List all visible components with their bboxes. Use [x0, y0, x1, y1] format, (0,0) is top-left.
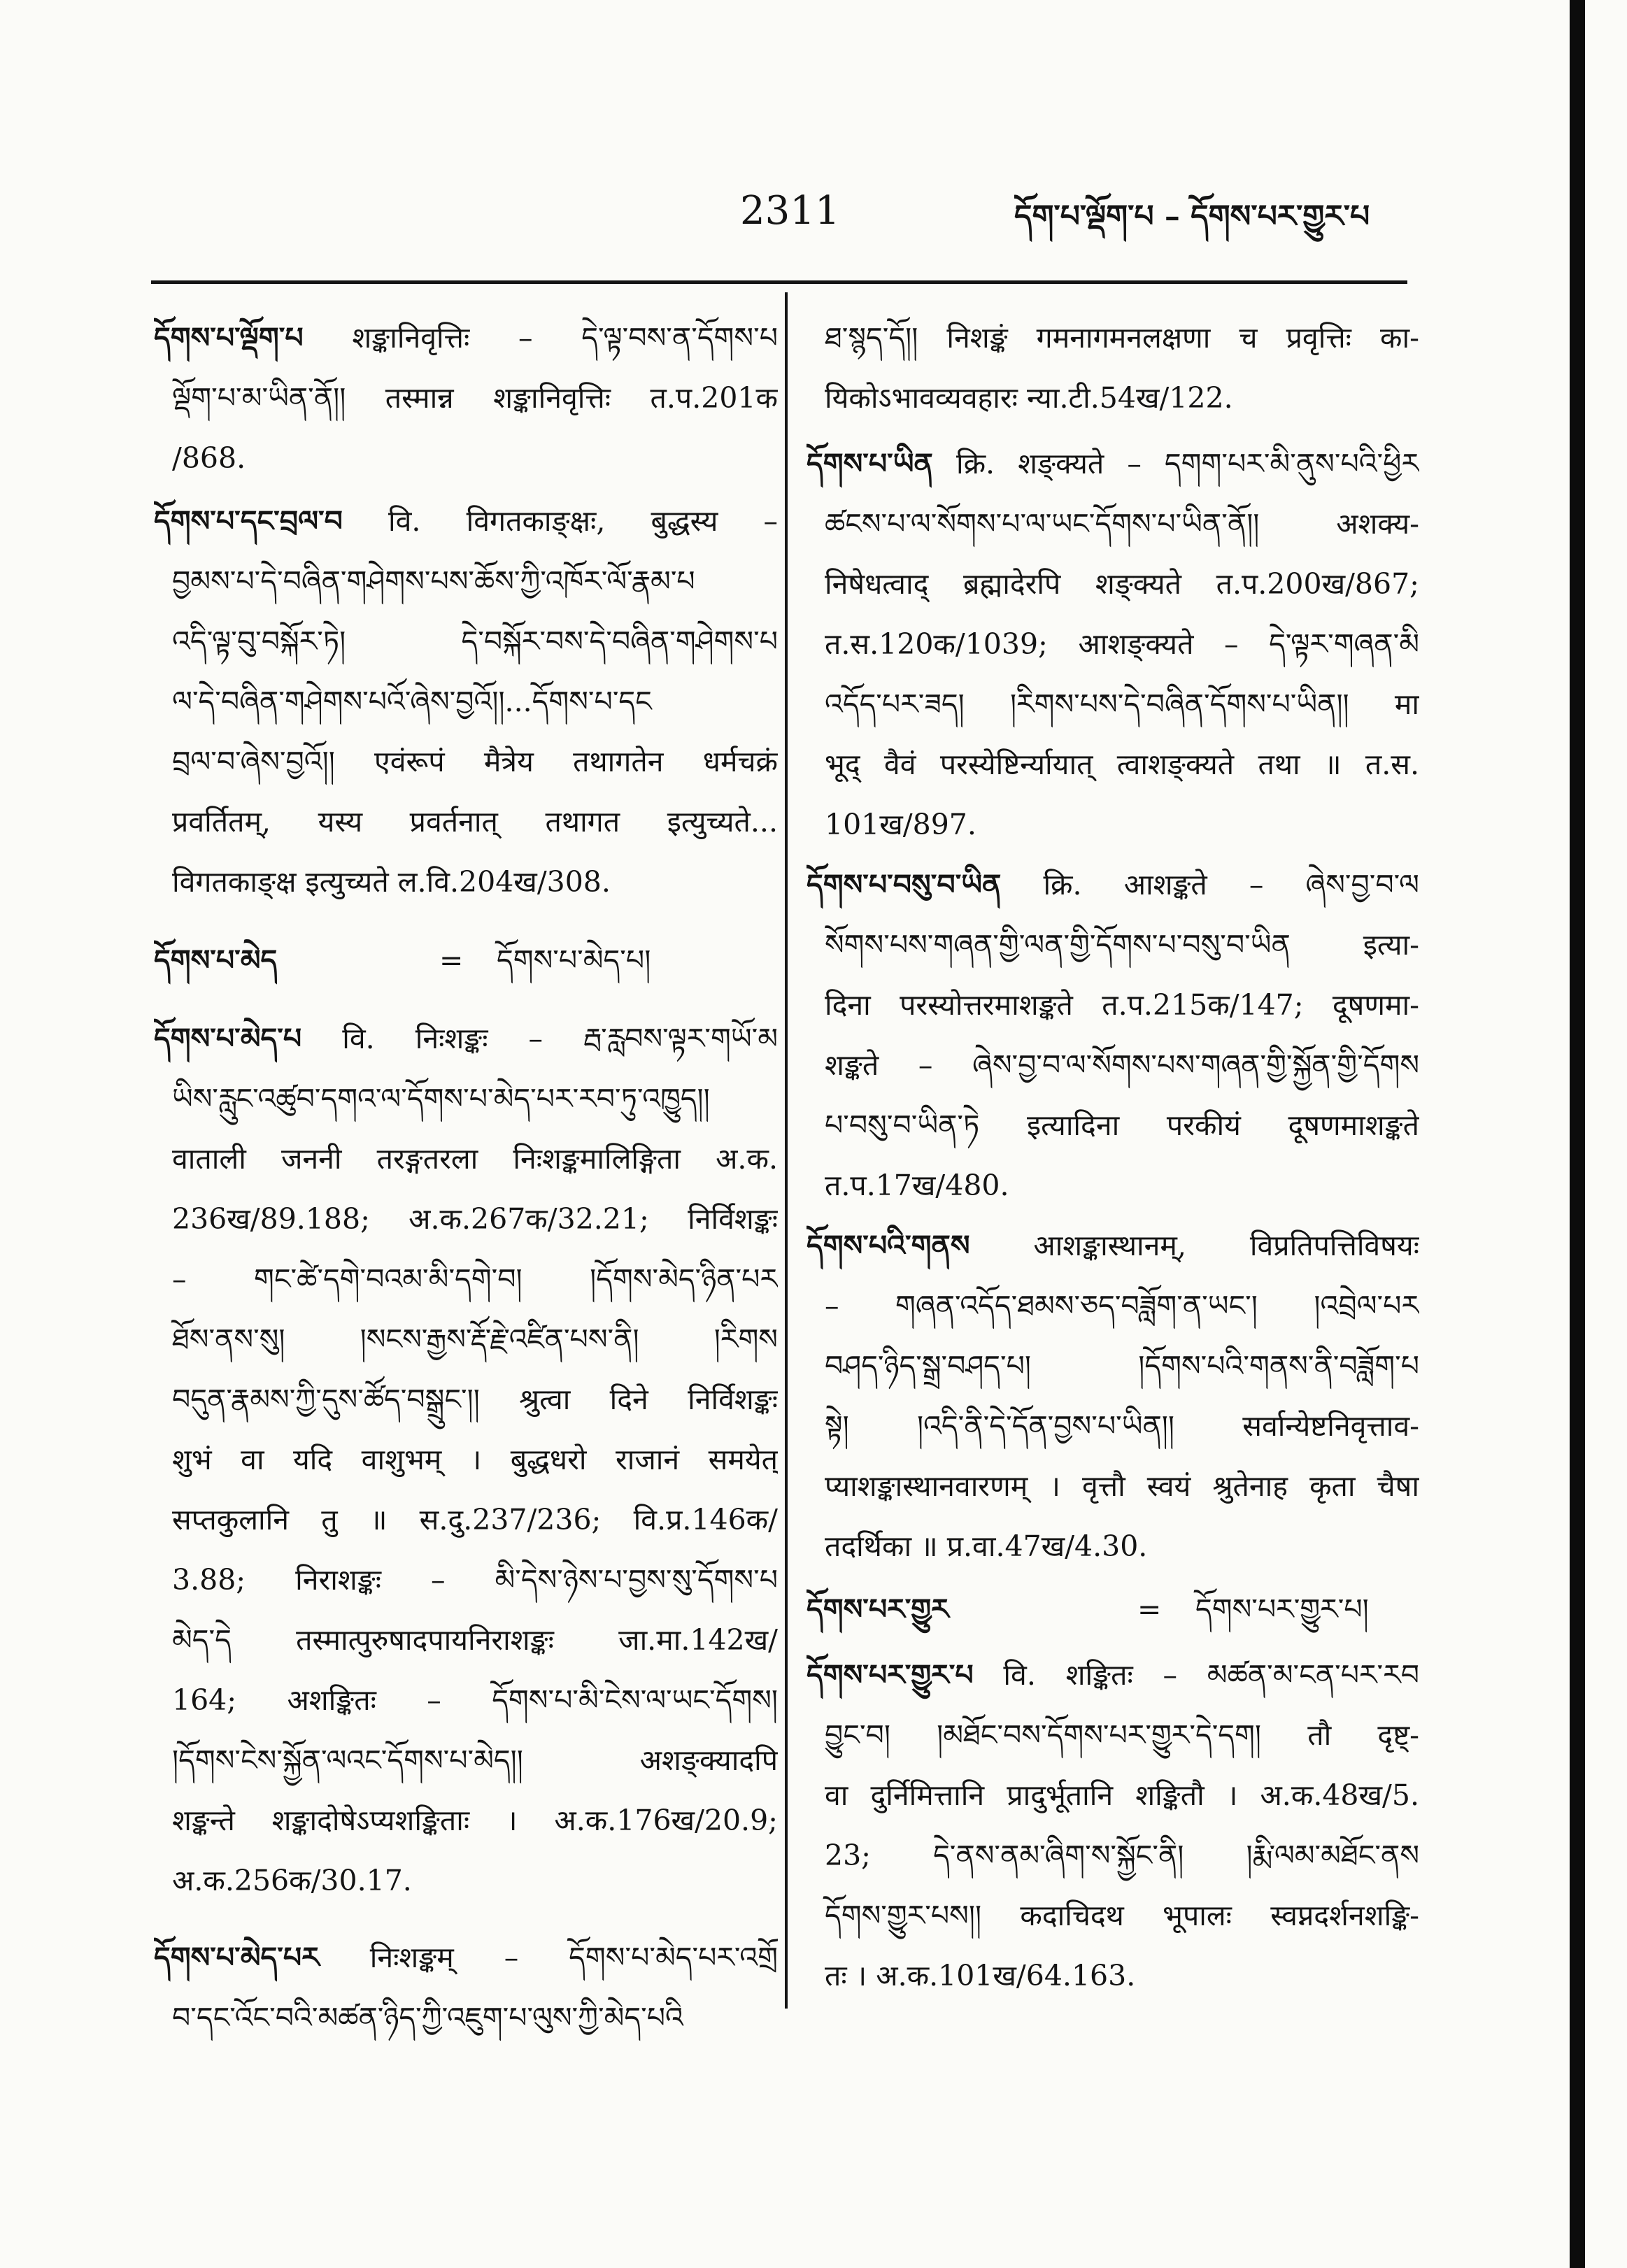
entry-line: वाताली जननी तरङ्गतरला निःशङ्कमालिङ्गिता अ.क. [172, 1142, 778, 1176]
entry-line: – གང་ཚེ་དགེ་བའམ་མི་དགེ་བ། །དོགས་མེད་ཉིན་པར [172, 1262, 778, 1296]
entry-line: /868. [172, 441, 246, 475]
entry-text: निःशङ्कम् – དོགས་པ་མེད་པར་འགྲོ [369, 1941, 778, 1974]
scan-edge-shadow [1570, 0, 1585, 2268]
entry-line: त.स.120क/1039; आशङ्क्यते – དེ་ལྟར་གཞན་མི [825, 627, 1419, 661]
entry-line: ཡིས་རླུང་འཚུབ་དགའ་ལ་དོགས་པ་མེད་པར་རབ་ཏུ་འཁྱུད།། [172, 1082, 710, 1115]
entry-line: शङ्कन्ते शङ्कादोषेऽप्यशङ्किताः । अ.क.176ख/20.9; [172, 1804, 778, 1837]
cross-reference-entry [154, 930, 778, 990]
running-head: དོག་པ་ལྡོག་པ – དོགས་པར་གྱུར་པ [1014, 199, 1370, 234]
entry-line [154, 1927, 778, 1988]
entry-line: མེད་དེ तस्मात्पुरुषादपायनिराशङ्कः जा.मा.142ख/ [172, 1623, 778, 1657]
entry-line [807, 434, 1419, 494]
headword: དོགས་པ་མེད་པ [154, 1022, 302, 1055]
cross-reference-entry [807, 1579, 1419, 1639]
dictionary-entry [807, 855, 1419, 1215]
entry-text: शङ्कानिवृत्तिः – དེ་ལྟ་བས་ན་དོགས་པ [352, 321, 778, 355]
entry-line: བཤད་ཉིད་སྒྲ་བཤད་པ། །དོགས་པའི་གནས་ནི་བཟློག་པ [825, 1349, 1419, 1383]
entry-text: आशङ्कास्थानम्, विप्रतिपत्तिविषयः [1033, 1229, 1419, 1262]
equals-sign: = [439, 943, 464, 977]
dictionary-entry [807, 434, 1419, 855]
headword: དོགས་པ་མེད [154, 943, 278, 977]
dictionary-entry [154, 491, 778, 912]
entry-line: པ་བསུ་བ་ཡིན་ཏེ इत्यादिना परकीयं दूषणमाशङ्कते [825, 1108, 1419, 1142]
entry-line [807, 1645, 1419, 1705]
entry-line: प्याशङ्कास्थानवारणम् । वृत्तौ स्वयं श्रुतेनाह कृता चैषा [825, 1469, 1419, 1503]
entry-line: 101ख/897. [825, 808, 976, 841]
entry-line: – གཞན་འདོད་ཐམས་ཅད་བཟློག་ན་ཡང་། །འབྲེལ་པར [825, 1289, 1419, 1322]
entry-text: वि. निःशङ्कः – རྦ་རླབས་ལྟར་གཡོ་མ [342, 1022, 778, 1055]
entry-line: བྱུང་བ། །མཐོང་བས་དོགས་པར་གྱུར་དེ་དག། तौ दृष्ट्- [825, 1718, 1419, 1752]
headword: དོགས་པ་ཡིན [807, 447, 933, 480]
entry-line: བྱམས་པ་དེ་བཞིན་གཤེགས་པས་ཆོས་ཀྱི་འཁོར་ལོ་རྣམ་པ [172, 564, 695, 598]
right-column [807, 308, 1419, 2006]
entry-line: 23; དེ་ནས་ནམ་ཞིག་ས་སྐྱོང་ནི། །རྨི་ལམ་མཐོང་ནས [825, 1839, 1419, 1872]
dictionary-entry [154, 1927, 778, 2048]
entry-line: विगतकाङ्क्ष इत्युच्यते ल.वि.204ख/308. [172, 865, 611, 899]
entry-line [154, 1008, 778, 1069]
entry-line: प्रवर्तितम्, यस्य प्रवर्तनात् तथागत इत्युच्यते... [172, 805, 778, 839]
entry-line: तदर्थिका ॥ प्र.वा.47ख/4.30. [825, 1529, 1148, 1563]
entry-line: सप्तकुलानि तु ॥ स.दु.237/236; वि.प्र.146क/ [172, 1503, 778, 1536]
entry-line: བ་དང་འོང་བའི་མཚན་ཉིད་ཀྱི་འཇུག་པ་ལུས་ཀྱི་མེད་པའི [172, 2001, 683, 2034]
entry-line [154, 491, 778, 551]
entry-line: བྲལ་བ་ཞེས་བྱའོ།། एवंरूपं मैत्रेय तथागतेन धर्मचक्रं [172, 745, 778, 778]
entry-line: अ.क.256क/30.17. [172, 1864, 412, 1897]
page-number: 2311 [740, 188, 840, 234]
dictionary-entry [807, 1645, 1419, 2006]
entry-line: भूद् वैवं परस्येष्टिर्न्यायात् त्वाशङ्क्यते तथा ॥ त.स. [825, 748, 1419, 781]
entry-line: འདི་ལྟ་བུ་བསྐོར་ཏེ། དེ་བསྐོར་བས་དེ་བཞིན་གཤེགས་པ [172, 625, 778, 658]
entry-text: वि. शङ्कितः – མཚན་མ་ངན་པར་རབ [1003, 1658, 1419, 1692]
cross-reference-target: དོགས་པ་མེད་པ། [497, 943, 651, 977]
entry-line: शुभं वा यदि वाशुभम् । बुद्धधरो राजानं समयेत् [172, 1443, 778, 1476]
headword: དོགས་པར་གྱུར་པ [807, 1658, 974, 1692]
dictionary-entry-continued [807, 308, 1419, 428]
cross-reference-target: དོགས་པར་གྱུར་པ། [1195, 1592, 1369, 1626]
entry-line: ཐོས་ནས་སུ། །སངས་རྒྱས་རྡོ་རྗེ་འཛིན་པས་ནི། །རིགས [172, 1322, 778, 1356]
entry-line: तः । अ.क.101ख/64.163. [825, 1959, 1136, 1992]
entry-line: ཐ་སྙད་དོ།། निशङ्कं गमनागमनलक्षणा च प्रवृत्तिः का- [825, 321, 1419, 355]
header-rule [151, 280, 1407, 284]
headword: དོགས་པ་ལྡོག་པ [154, 321, 304, 355]
entry-line: ལྡོག་པ་མ་ཡིན་ནོ།། तस्मान्न शङ्कानिवृत्तिः त.प.201क [172, 381, 778, 415]
entry-line: निषेधत्वाद् ब्रह्मादेरपि शङ्क्यते त.प.200ख/867; [825, 567, 1419, 601]
headword: དོགས་པ་བསུ་བ་ཡིན [807, 868, 1002, 901]
entry-line: འདོད་པར་ཟད། །རིགས་པས་དེ་བཞིན་དོགས་པ་ཡིན།། मा [825, 687, 1419, 721]
entry-line: དོགས་གྱུར་པས།། कदाचिदथ भूपालः स्वप्नदर्शनशङ्कि- [825, 1899, 1419, 1932]
entry-line: वा दुर्निमित्तानि प्रादुर्भूतानि शङ्कितौ । अ.क.48ख/5. [825, 1778, 1419, 1812]
entry-line [807, 855, 1419, 915]
entry-line: 236ख/89.188; अ.क.267क/32.21; निर्विशङ्कः [172, 1202, 778, 1236]
dictionary-entry [154, 308, 778, 488]
entry-line [807, 1215, 1419, 1276]
entry-line: शङ्कते – ཞེས་བྱ་བ་ལ་སོགས་པས་གཞན་གྱི་སྐྱོན་གྱི་དོགས [825, 1048, 1419, 1082]
entry-line: །དོགས་ངེས་སྐྱོན་ལའང་དོགས་པ་མེད།། अशङ्क्यादपि [172, 1743, 778, 1777]
column-divider [785, 292, 788, 2009]
headword: དོགས་པར་གྱུར [807, 1592, 949, 1626]
entry-line: त.प.17ख/480. [825, 1169, 1009, 1202]
entry-text: क्रि. आशङ्कते – ཞེས་བྱ་བ་ལ [1043, 868, 1419, 901]
entry-line: ལ་དེ་བཞིན་གཤེགས་པའོ་ཞེས་བྱའོ།།...དོགས་པ་དང [172, 685, 652, 718]
entry-line: दिना परस्योत्तरमाशङ्कते त.प.215क/147; दूषणमा- [825, 988, 1419, 1022]
entry-line: यिकोऽभावव्यवहारः न्या.टी.54ख/122. [825, 381, 1233, 415]
left-column [154, 308, 778, 2048]
entry-text: क्रि. शङ्क्यते – དགག་པར་མི་ནུས་པའི་ཕྱིར [955, 447, 1419, 480]
entry-line: 3.88; निराशङ्कः – མི་དེས་ཉེས་པ་བྱས་སུ་དོགས་པ [172, 1563, 778, 1597]
entry-text: वि. विगतकाङ्क्षः, बुद्धस्य – [388, 504, 778, 538]
entry-line: བདུན་རྣམས་ཀྱི་དུས་ཚོད་བསྒྲུང་།། श्रुत्वा दिने निर्विशङ्कः [172, 1383, 778, 1416]
headword: དོགས་པ་དང་བྲལ་བ [154, 504, 343, 538]
headword: དོགས་པ་མེད་པར [154, 1941, 320, 1974]
entry-line: 164; अशङ्कितः – དོགས་པ་མི་ངེས་ལ་ཡང་དོགས། [172, 1683, 778, 1717]
cross-reference-line [154, 930, 778, 990]
entry-line: སོགས་པས་གཞན་གྱི་ལན་གྱི་དོགས་པ་བསུ་བ་ཡིན इत्या- [825, 928, 1419, 962]
equals-sign: = [1137, 1592, 1162, 1626]
entry-line [154, 308, 778, 368]
entry-line: ཚངས་པ་ལ་སོགས་པ་ལ་ཡང་དོགས་པ་ཡིན་ནོ།། अशक्य- [825, 507, 1419, 541]
entry-line: སྟེ། །འདི་ནི་དེ་དོན་བྱས་པ་ཡིན།། सर्वान्येष्टनिवृत्ताव- [825, 1409, 1419, 1443]
dictionary-entry [807, 1215, 1419, 1576]
cross-reference-line [807, 1579, 1419, 1639]
headword: དོགས་པའི་གནས [807, 1229, 970, 1262]
dictionary-entry [154, 1008, 778, 1911]
